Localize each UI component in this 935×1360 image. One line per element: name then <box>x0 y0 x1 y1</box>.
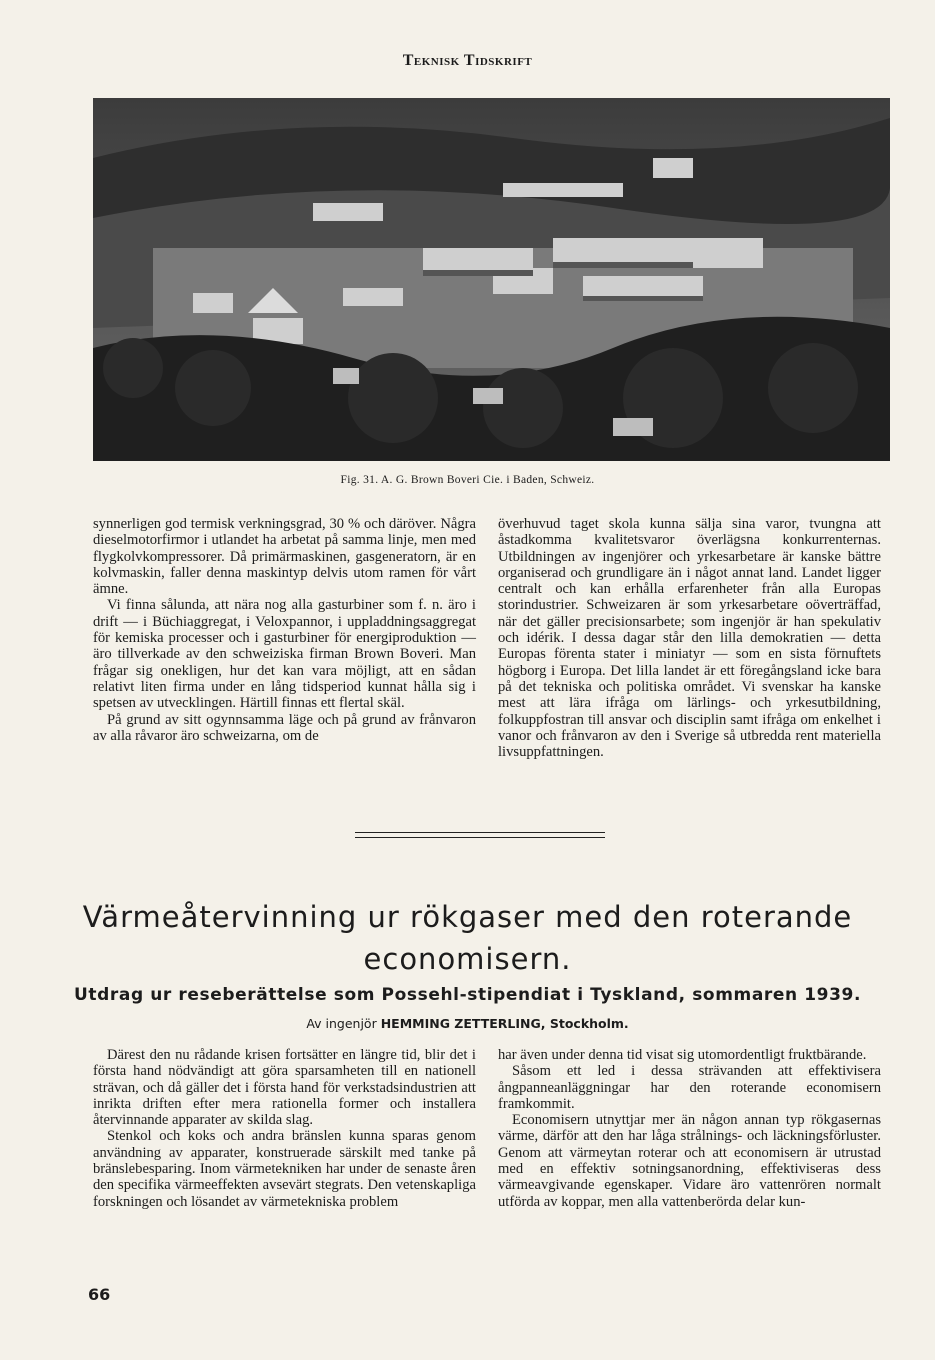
article-column-right <box>498 1047 881 1210</box>
factory-photograph <box>93 98 890 461</box>
paragraph: Economisern utnyttjar mer än någon annan typ rökgasernas värme, därför att den har låga strålnings- och läckningsförluster. Genom att värmeytan roterar och att economisern är utrustad med en effektiv sotningsanordning, effektiviseras dess värmeavgivande egenskaper. Vidare äro vattenrören normalt utförda av koppar, men alla vattenberörda delar kun- <box>498 1112 881 1210</box>
author-prefix: Av ingenjör <box>306 1016 377 1031</box>
divider-rule <box>355 837 605 838</box>
article-column-left <box>93 1047 476 1210</box>
upper-column-left <box>93 516 476 744</box>
paragraph: Stenkol och koks och andra bränslen kunna sparas genom användning av apparater, konstruerade särskilt med tanke på bränslebesparing. Inom värmetekniken har under de senaste åren den specifika värmeeffekten avsevärt stegrats. Den vetenskapliga forskningen och lösandet av värmetekniska problem <box>93 1128 476 1210</box>
paragraph: Därest den nu rådande krisen fortsätter en längre tid, blir det i första hand nödvändigt att göra sparsamheten till en nationell strävan, och då gäller det i första hand för verkstadsindustrien att inrikta driften efter mera rationella former och installera återvinnande apparater av skilda slag. <box>93 1047 476 1129</box>
paragraph: På grund av sitt ogynnsamma läge och på grund av frånvaron av alla råvaror äro schweizarna, om de <box>93 711 476 744</box>
article-subtitle: Utdrag ur reseberättelse som Possehl-stipendiat i Tyskland, sommaren 1939. <box>73 985 862 1005</box>
paragraph: Vi finna sålunda, att nära nog alla gasturbiner som f. n. äro i drift — i Büchiaggregat, i Veloxpannor, i uppladdningsaggregat för kemiska processer och i gasturbiner för energiproduktion — äro tillverkade av den schweiziska firman Brown Boveri. Man frågar sig onekligen, hur det kan vara möjligt, att en sådan relativt liten firma under en lång tidsperiod kunnat hålla sig i spetsen av utvecklingen. Härtill finnas ett flertal skäl. <box>93 597 476 712</box>
paragraph: har även under denna tid visat sig utomordentligt fruktbärande. <box>498 1047 867 1063</box>
paragraph: överhuvud taget skola kunna sälja sina varor, tvungna att åstadkomma kvalitetsvaror överlägsna konkurrenternas. Utbildningen av ingenjörer och yrkesarbetare är kanske bättre organiserad och grundligare än i något annat land. Landet ligger centralt och kan erhålla erfarenheter från alla Europas storindustrier. Schweizaren är som yrkesarbetare oöverträffad, när det gäller precisionsarbete; som ingenjör är han spekulativ och idérik. I dessa dagar står den lilla demokratien — detta Europas förenta stater i miniatyr — som en sista förnuftets högborg i Europa. Det lilla landet är ett föregångsland icke bara på det tekniska och politiska området. Vi svenskar ha kanske mest att lära ifråga om lärlings- och yrkesutbildning, folkuppfostran till ansvar och disciplin samt ifråga om enkelhet i vanor och frånvaron av den i Sverige så utbredda rent materiella livsuppfattningen. <box>498 516 881 761</box>
upper-column-right <box>498 516 881 760</box>
paragraph: Såsom ett led i dessa strävanden att effektivisera ångpanneanläggningar har den roterande economisern framkommit. <box>498 1063 881 1112</box>
divider-rule <box>355 832 605 833</box>
photo-illustration <box>93 98 890 461</box>
page-number: 66 <box>88 1285 111 1304</box>
article-title: Värmeåtervinning ur rökgaser med den roterande economisern. <box>82 900 853 976</box>
paragraph: synnerligen god termisk verkningsgrad, 30 % och däröver. Några dieselmotorfirmor i utlandet ha arbetat på samma linje, men med flygkolvkompressorer. Då primärmaskinen, gasgeneratorn, är en kolvmaskin, faller denna maskintyp delvis utom ramen för vårt ämne. <box>93 516 476 598</box>
figure-caption: Fig. 31. A. G. Brown Boveri Cie. i Baden, Schweiz. <box>340 474 595 486</box>
article-author <box>40 1016 895 1031</box>
journal-header: Teknisk Tidskrift <box>402 52 533 69</box>
author-name: HEMMING ZETTERLING, Stockholm. <box>380 1016 629 1031</box>
